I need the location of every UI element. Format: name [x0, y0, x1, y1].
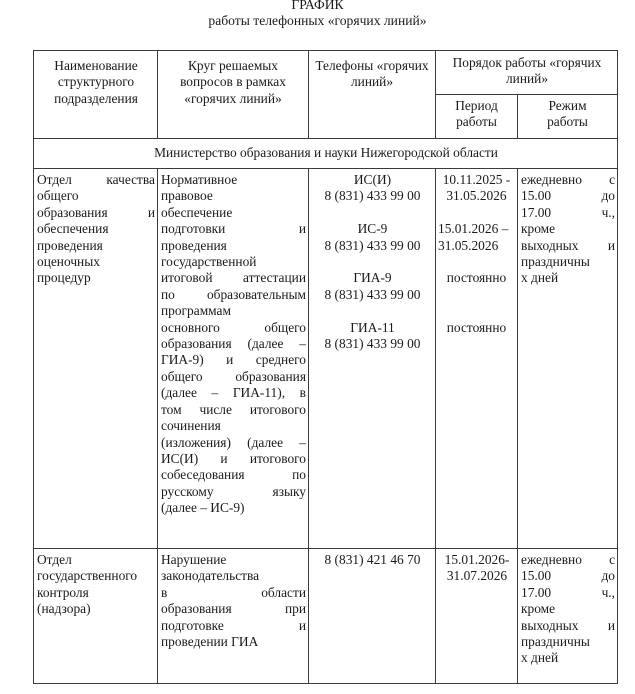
phone-number: 8 (831) 433 99 00 [324, 336, 421, 352]
phones-cell [309, 169, 436, 549]
issues-line: государственной [161, 254, 257, 270]
period-cell [436, 169, 518, 549]
issues-line: образования (далее – [161, 336, 306, 352]
mode-line: 17.00 ч., [521, 584, 616, 600]
issues-line: проведения [161, 237, 227, 253]
unit-line: (надзора) [37, 601, 91, 617]
issues-line: по образовательным [161, 286, 306, 302]
mode-line: кроме [521, 601, 556, 617]
unit-line: обеспечения [37, 221, 109, 237]
unit-line: образования и [37, 204, 155, 220]
unit-line: процедур [37, 270, 91, 286]
unit-line: проведения [37, 237, 103, 253]
mode-line: 15.00 до [521, 188, 616, 204]
phone-label: ГИА-11 [350, 319, 395, 335]
header-phones: Телефоны «горячих линий» [309, 51, 436, 139]
issues-line: основного общего [161, 319, 306, 335]
issues-line: русскому языку [161, 483, 306, 499]
hotlines-schedule-table [33, 50, 618, 684]
issues-cell [158, 169, 309, 549]
issues-line: Нормативное [161, 172, 238, 187]
mode-cell [518, 549, 618, 684]
header-issues: Круг решаемых вопросов в рамках «горячих линий» [158, 51, 309, 139]
period-end: 31.07.2026 [446, 568, 508, 584]
document-title: ГРАФИК [291, 0, 344, 12]
issues-line: образования при [161, 601, 306, 617]
mode-line: праздничны [521, 634, 590, 650]
mode-line: кроме [521, 221, 556, 237]
mode-line: выходных и [521, 237, 616, 253]
phone-number: 8 (831) 433 99 00 [324, 237, 421, 253]
table-row [34, 549, 618, 684]
period-start: 15.01.2026- [444, 552, 510, 567]
period-start: 15.01.2026 – [438, 221, 509, 237]
phone-label: ИС-9 [357, 221, 388, 237]
period-value: постоянно [446, 319, 507, 335]
issues-line: Нарушение [161, 552, 227, 567]
section-row: Министерство образования и науки Нижегородской области [34, 139, 618, 169]
mode-line: праздничны [521, 254, 590, 270]
phone-label: ГИА-9 [353, 270, 392, 286]
issues-line: программам [161, 303, 231, 319]
mode-line: ежедневно с [521, 172, 616, 187]
mode-cell [518, 169, 618, 549]
issues-line: правовое [161, 188, 213, 204]
phone-label: ИС(И) [353, 172, 392, 187]
issues-line: обеспечение [161, 204, 233, 220]
issues-line: собеседования по [161, 467, 306, 483]
header-order: Порядок работы «горячих линий» [436, 51, 618, 95]
mode-line: ежедневно с [521, 552, 616, 567]
issues-line: (изложения) (далее – [161, 434, 306, 450]
mode-line: 15.00 до [521, 568, 616, 584]
unit-line: контроля [37, 584, 89, 600]
mode-line: 17.00 ч., [521, 204, 616, 220]
issues-line: проведении ГИА [161, 634, 259, 650]
mode-line: х дней [521, 650, 559, 666]
phone-number: 8 (831) 421 46 70 [324, 552, 421, 567]
unit-line: государственного [37, 568, 138, 584]
phones-cell [309, 549, 436, 684]
unit-cell [34, 169, 158, 549]
issues-line: (далее – ИС-9) [161, 500, 245, 516]
unit-line: общего [37, 188, 79, 204]
document-subtitle: работы телефонных «горячих линий» [208, 13, 427, 28]
issues-line: общего образования [161, 368, 306, 384]
period-end: 31.05.2026 [446, 188, 507, 204]
issues-line: в области [161, 584, 306, 600]
issues-line: ИС(И) и итогового [161, 450, 306, 466]
unit-line: Отдел качества [37, 172, 155, 187]
issues-line: том числе итогового [161, 401, 306, 417]
mode-line: х дней [521, 270, 559, 286]
header-period: Период работы [436, 95, 518, 139]
period-start: 10.11.2025 - [442, 172, 511, 187]
issues-line: ГИА-9) и среднего [161, 352, 306, 368]
mode-line: выходных и [521, 617, 616, 633]
period-end: 31.05.2026 [438, 237, 499, 253]
issues-line: подготовки и [161, 221, 306, 237]
issues-cell [158, 549, 309, 684]
table-row [34, 169, 618, 549]
header-unit: Наименование структурного подразделения [34, 51, 158, 139]
issues-line: итоговой аттестации [161, 270, 306, 286]
phone-number: 8 (831) 433 99 00 [324, 188, 421, 204]
phone-number: 8 (831) 433 99 00 [324, 286, 421, 302]
header-mode: Режим работы [518, 95, 618, 139]
issues-line: (далее – ГИА-11), в [161, 385, 306, 401]
unit-line: Отдел [37, 552, 72, 567]
issues-line: законодательства [161, 568, 260, 584]
period-value: постоянно [446, 270, 507, 286]
period-cell [436, 549, 518, 684]
unit-cell [34, 549, 158, 684]
unit-line: оценочных [37, 254, 100, 270]
issues-line: подготовке и [161, 617, 306, 633]
issues-line: сочинения [161, 418, 221, 434]
